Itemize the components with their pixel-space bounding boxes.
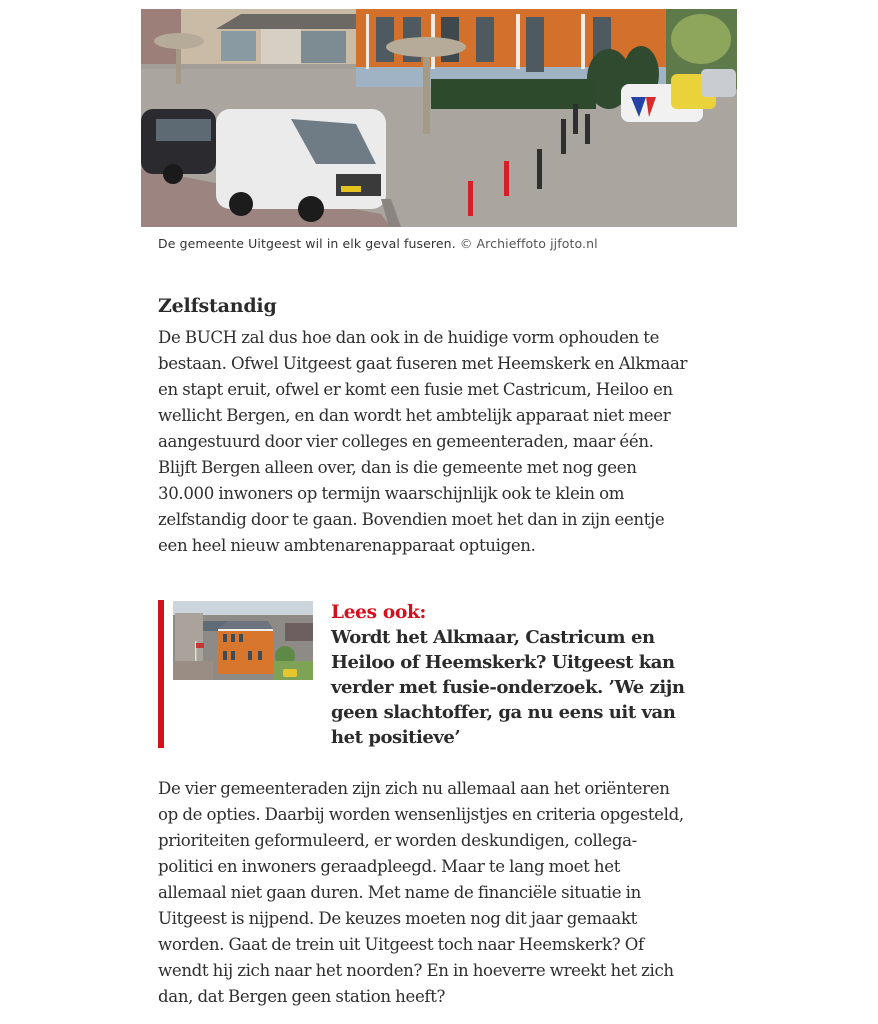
title-line: het positieve’ bbox=[331, 727, 461, 748]
paragraph-line: aangestuurd door vier colleges en gemeenteraden, maar één. bbox=[158, 432, 654, 451]
paragraph-line: zelfstandig door te gaan. Bovendien moet het dan in zijn eentje bbox=[158, 510, 665, 529]
paragraph-line: wendt hij zich naar het noorden? En in hoeverre wreekt het zich bbox=[158, 961, 674, 980]
paragraph-line: Uitgeest is nijpend. De keuzes moeten nog dit jaar gemaakt bbox=[158, 909, 638, 928]
paragraph-line: worden. Gaat de trein uit Uitgeest toch naar Heemskerk? Of bbox=[158, 935, 644, 954]
related-article-link[interactable] bbox=[331, 625, 684, 750]
paragraph-line: De BUCH zal dus hoe dan ook in de huidige vorm ophouden te bbox=[158, 328, 660, 347]
article-paragraph bbox=[158, 325, 728, 559]
paragraph-line: wellicht Bergen, en dan wordt het ambtelijk apparaat niet meer bbox=[158, 406, 671, 425]
title-line: verder met fusie-onderzoek. ’We zijn bbox=[331, 677, 685, 698]
paragraph-line: De vier gemeenteraden zijn zich nu allemaal aan het oriënteren bbox=[158, 779, 670, 798]
title-line: Wordt het Alkmaar, Castricum en bbox=[331, 627, 655, 648]
paragraph-line: 30.000 inwoners op termijn waarschijnlijk ook te klein om bbox=[158, 484, 625, 503]
paragraph-line: allemaal niet gaan duren. Met name de financiële situatie in bbox=[158, 883, 641, 902]
article-paragraph bbox=[158, 776, 728, 1010]
paragraph-line: Blijft Bergen alleen over, dan is die gemeente met nog geen bbox=[158, 458, 637, 477]
paragraph-line: en stapt eruit, ofwel er komt een fusie met Castricum, Heiloo en bbox=[158, 380, 673, 399]
title-line: Heiloo of Heemskerk? Uitgeest kan bbox=[331, 652, 675, 673]
read-also-text bbox=[331, 600, 684, 750]
photo-credit: © Archieffoto jjfoto.nl bbox=[459, 236, 598, 251]
caption-text: De gemeente Uitgeest wil in elk geval fuseren. bbox=[158, 236, 456, 251]
hero-figure bbox=[141, 9, 737, 227]
section-heading: Zelfstandig bbox=[158, 295, 277, 317]
read-also-block[interactable] bbox=[158, 600, 718, 748]
paragraph-line: een heel nieuw ambtenarenapparaat optuigen. bbox=[158, 536, 536, 555]
related-article-thumbnail[interactable] bbox=[173, 601, 313, 680]
paragraph-line: prioriteiten geformuleerd, er worden deskundigen, collega- bbox=[158, 831, 637, 850]
hero-photo bbox=[141, 9, 737, 227]
image-caption bbox=[158, 236, 598, 251]
read-also-label: Lees ook: bbox=[331, 602, 427, 623]
title-line: geen slachtoffer, ga nu eens uit van bbox=[331, 702, 676, 723]
paragraph-line: politici en inwoners geraadpleegd. Maar te lang moet het bbox=[158, 857, 621, 876]
paragraph-line: op de opties. Daarbij worden wensenlijstjes en criteria opgesteld, bbox=[158, 805, 684, 824]
paragraph-line: bestaan. Ofwel Uitgeest gaat fuseren met Heemskerk en Alkmaar bbox=[158, 354, 688, 373]
accent-bar bbox=[158, 600, 164, 748]
paragraph-line: dan, dat Bergen geen station heeft? bbox=[158, 987, 446, 1006]
